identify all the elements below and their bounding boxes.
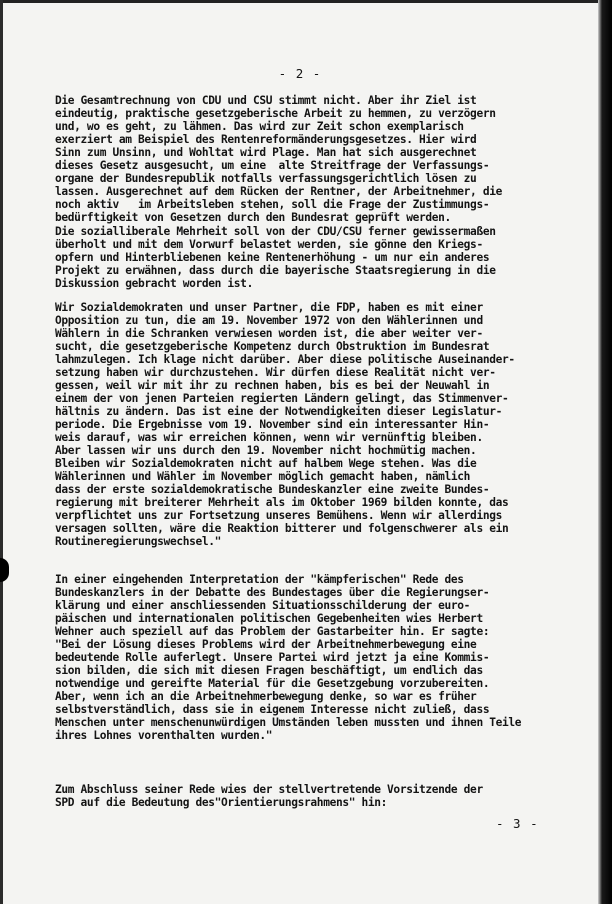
paragraph-4: In einer eingehenden Interpretation der "kämpferischen" Rede des Bundeskanzlers in der Debatte des Bundestages über die Regierungser- klärung und einer anschliessenden Situationsschilderung der euro- päischen und internationalen politischen Gegebenheiten wies Herbert Wehner auch speziell auf das Problem der Gastarbeiter hin. Er sagte: "Bei der Lösung dieses Problems wird der Arbeitnehmerbewegung eine bedeutende Rolle auferlegt. Unsere Partei wird jetzt ja eine Kommis- sion bilden, die sich mit diesen Fragen beschäftigt, um endlich das notwendige und gereifte Material für die Gesetzgebung vorzubereiten. Aber, wenn ich an die Arbeitnehmerbewegung denke, so war es früher selbstverständlich, dass sie in eigenem Interesse nicht zuließ, dass Menschen unter menschenunwürdigen Umständen leben mussten und ihnen Teile ihres Lohnes vorenthalten wurden.": [55, 573, 522, 742]
punch-hole-mark: [0, 558, 9, 582]
paragraph-2: Die sozialliberale Mehrheit soll von der CDU/CSU ferner gewissermaßen überholt und mit dem Vorwurf belastet werden, sie gönne den Kriegs- opfern und Hinterbliebenen keine Rentenerhöhung - um nur ein anderes Projekt zu erwähnen, dass durch die bayerische Staatsregierung in die Diskussion gebracht worden ist.: [55, 225, 496, 290]
scan-edge-right: [598, 0, 612, 904]
paragraph-5: Zum Abschluss seiner Rede wies der stellvertretende Vorsitzende der SPD auf die Bedeutung des"Orientierungsrahmens" hin:: [55, 783, 483, 809]
page-number: - 2 -: [278, 66, 322, 81]
paragraph-3: Wir Sozialdemokraten und unser Partner, die FDP, haben es mit einer Opposition zu tun, die am 19. November 1972 von den Wählerinnen und Wählern in die Schranken verwiesen worden ist, die aber weiter ver- sucht, die gesetzgeberische Kompetenz durch Obstruktion im Bundesrat lahmzulegen. Ich klage nicht darüber. Aber diese politische Auseinander- setzung haben wir durchzustehen. Wir dürfen diese Realität nicht ver- gessen, weil wir mit ihr zu rechnen haben, bis es bei der Neuwahl in einem der von jenen Parteien regierten Ländern gelingt, das Stimmenver- hältnis zu ändern. Das ist eine der Notwendigkeiten dieser Legislatur- periode. Die Ergebnisse vom 19. November sind ein interessanter Hin- weis darauf, was wir erreichen können, wenn wir vernünftig bleiben. Aber lassen wir uns durch den 19. November nicht hochmütig machen. Bleiben wir Sozialdemokraten nicht auf halbem Wege stehen. Was die Wählerinnen und Wähler im November möglich gemacht haben, nämlich dass der erste sozialdemokratische Bundeskanzler eine zweite Bundes- regierung mit breiterer Mehrheit als im Oktober 1969 bilden konnte, das verpflichtet uns zur Fortsetzung unseres Bemühens. Wenn wir allerdings versagen sollten, wäre die Reaktion bitterer und folgenschwerer als ein Routineregierungswechsel.": [55, 301, 515, 548]
paragraph-1: Die Gesamtrechnung von CDU und CSU stimmt nicht. Aber ihr Ziel ist eindeutig, praktische gesetzgeberische Arbeit zu hemmen, zu verzögern und, wo es geht, zu lähmen. Das wird zur Zeit schon exemplarisch exerziert am Beispiel des Rentenreformänderungsgesetzes. Hier wird Sinn zum Unsinn, und Wohltat wird Plage. Man hat sich ausgerechnet dieses Gesetz ausgesucht, um eine alte Streitfrage der Verfassungs- organe der Bundesrepublik notfalls verfassungsgerichtlich lösen zu lassen. Ausgerechnet auf dem Rücken der Rentner, der Arbeitnehmer, die noch aktiv im Arbeitsleben stehen, soll die Frage der Zustimmungs- bedürftigkeit von Gesetzen durch den Bundesrat geprüft werden.: [55, 94, 502, 224]
next-page-marker: - 3 -: [496, 816, 539, 831]
scan-edge-left: [0, 0, 3, 904]
scan-edge-top: [0, 0, 612, 3]
